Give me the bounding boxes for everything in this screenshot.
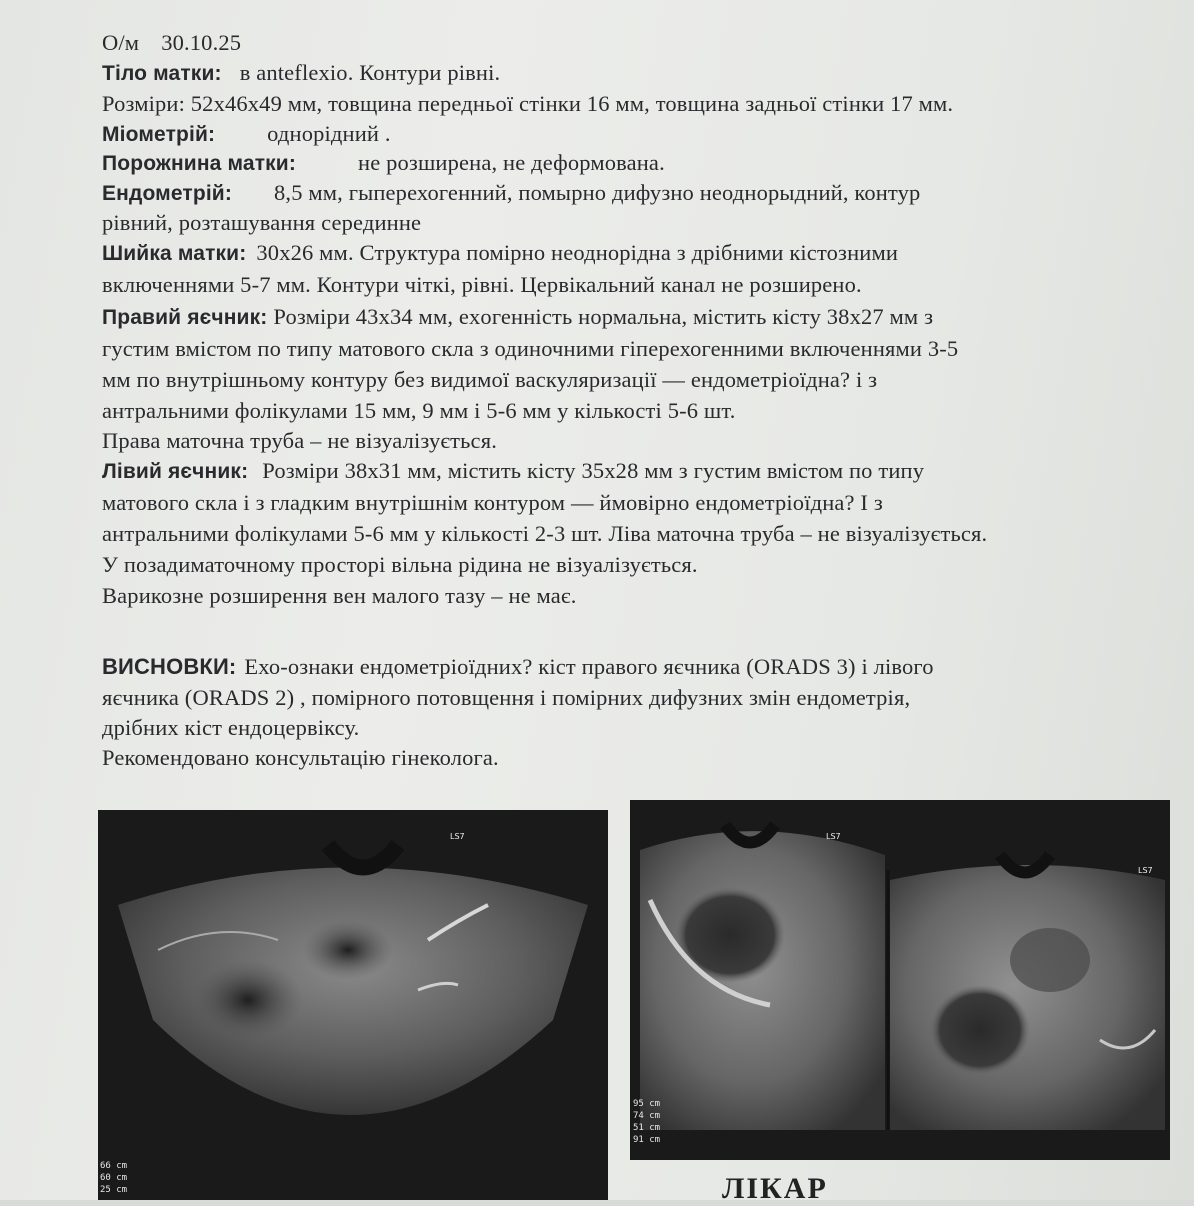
left-ovary-line-3: антральними фолікулами 5-6 мм у кількості 2-3 шт. Ліва маточна труба – не візуалізується. (102, 521, 988, 546)
right-ovary-line-4: антральними фолікулами 15 мм, 9 мм і 5-6 мм у кількості 5-6 шт. (102, 398, 736, 423)
ultrasound-middle-scale: 95 cm 74 cm 51 cm 91 cm (633, 1099, 661, 1145)
conclusions-line-2: яєчника (ORADS 2) , помірного потовщення і помірних дифузних змін ендометрія, (102, 685, 911, 710)
footer-doctor-heading: ЛІКАР (722, 1172, 828, 1205)
ultrasound-middle-tag: LS7 (826, 832, 841, 841)
conclusions-line-3: дрібних кіст ендоцервіксу. (102, 715, 360, 740)
right-ovary-line-3: мм по внутрішньому контуру без видимої васкуляризації — ендометріоїдна? і з (102, 367, 878, 392)
left-ovary-line-1: Лівий яєчник: Розміри 38х31 мм, містить кісту 35х28 мм з густим вмістом по типу (102, 458, 925, 483)
varicose-line: Варикозне розширення вен малого тазу – не має. (102, 583, 577, 608)
ultrasound-left-scale: 66 cm 60 cm 25 cm (100, 1161, 128, 1195)
left-ovary-line-2: матового скла і з гладким внутрішнім контуром — ймовірно ендометріоїдна? І з (102, 490, 883, 515)
ultrasound-image-left (98, 810, 608, 1200)
conclusions-line-4: Рекомендовано консультацію гінеколога. (102, 745, 499, 770)
ultrasound-right-tag: LS7 (1138, 866, 1153, 875)
endometrium-line-1: Ендометрій: 8,5 мм, гыперехогенний, помырно дифузно неоднорыдний, контур (102, 180, 921, 205)
ultrasound-image-right (630, 800, 1170, 1160)
right-ovary-line-2: густим вмістом по типу матового скла з одиночними гіперехогенними включеннями 3-5 (102, 336, 959, 361)
right-ovary-line-1: Правий яєчник: Розміри 43х34 мм, exогенність нормальна, містить кісту 38х27 мм з (102, 304, 934, 329)
right-tube-line: Права маточна труба – не візуалізується. (102, 428, 497, 453)
ultrasound-left-graphic (98, 810, 608, 1200)
cervix-line-1: Шийка матки: 30х26 мм. Структура помірно неоднорідна з дрібними кістозними (102, 240, 899, 265)
free-fluid-line: У позадиматочному просторі вільна рідина не візуалізується. (102, 552, 698, 577)
ultrasound-left-tag: LS7 (450, 832, 465, 841)
conclusions-line-1: ВИСНОВКИ: Ехо-ознаки ендометріоїдних? кіст правого яєчника (ORADS 3) і лівого (102, 654, 934, 679)
report-date: 30.10.25 (161, 30, 242, 55)
cavity-line: Порожнина матки: не розширена, не деформована. (102, 150, 665, 175)
uterus-body-line: Тіло матки: в anteflexio. Контури рівні. (102, 60, 501, 85)
cervix-line-2: включеннями 5-7 мм. Контури чіткі, рівні. Цервікальний канал не розширено. (102, 272, 862, 297)
ultrasound-right-graphic (630, 800, 1170, 1160)
uterus-body-label: Тіло матки (102, 62, 215, 85)
endometrium-line-2: рівний, розташування серединне (102, 210, 422, 235)
sizes-line: Розміри: 52х46х49 мм, товщина передньої стінки 16 мм, товщина задньої стінки 17 мм. (102, 91, 954, 116)
date-line: О/м 30.10.25 (102, 30, 242, 55)
myometrium-line: Міометрій: однорідний . (102, 121, 391, 146)
conclusions-label: ВИСНОВКИ: (102, 654, 237, 679)
